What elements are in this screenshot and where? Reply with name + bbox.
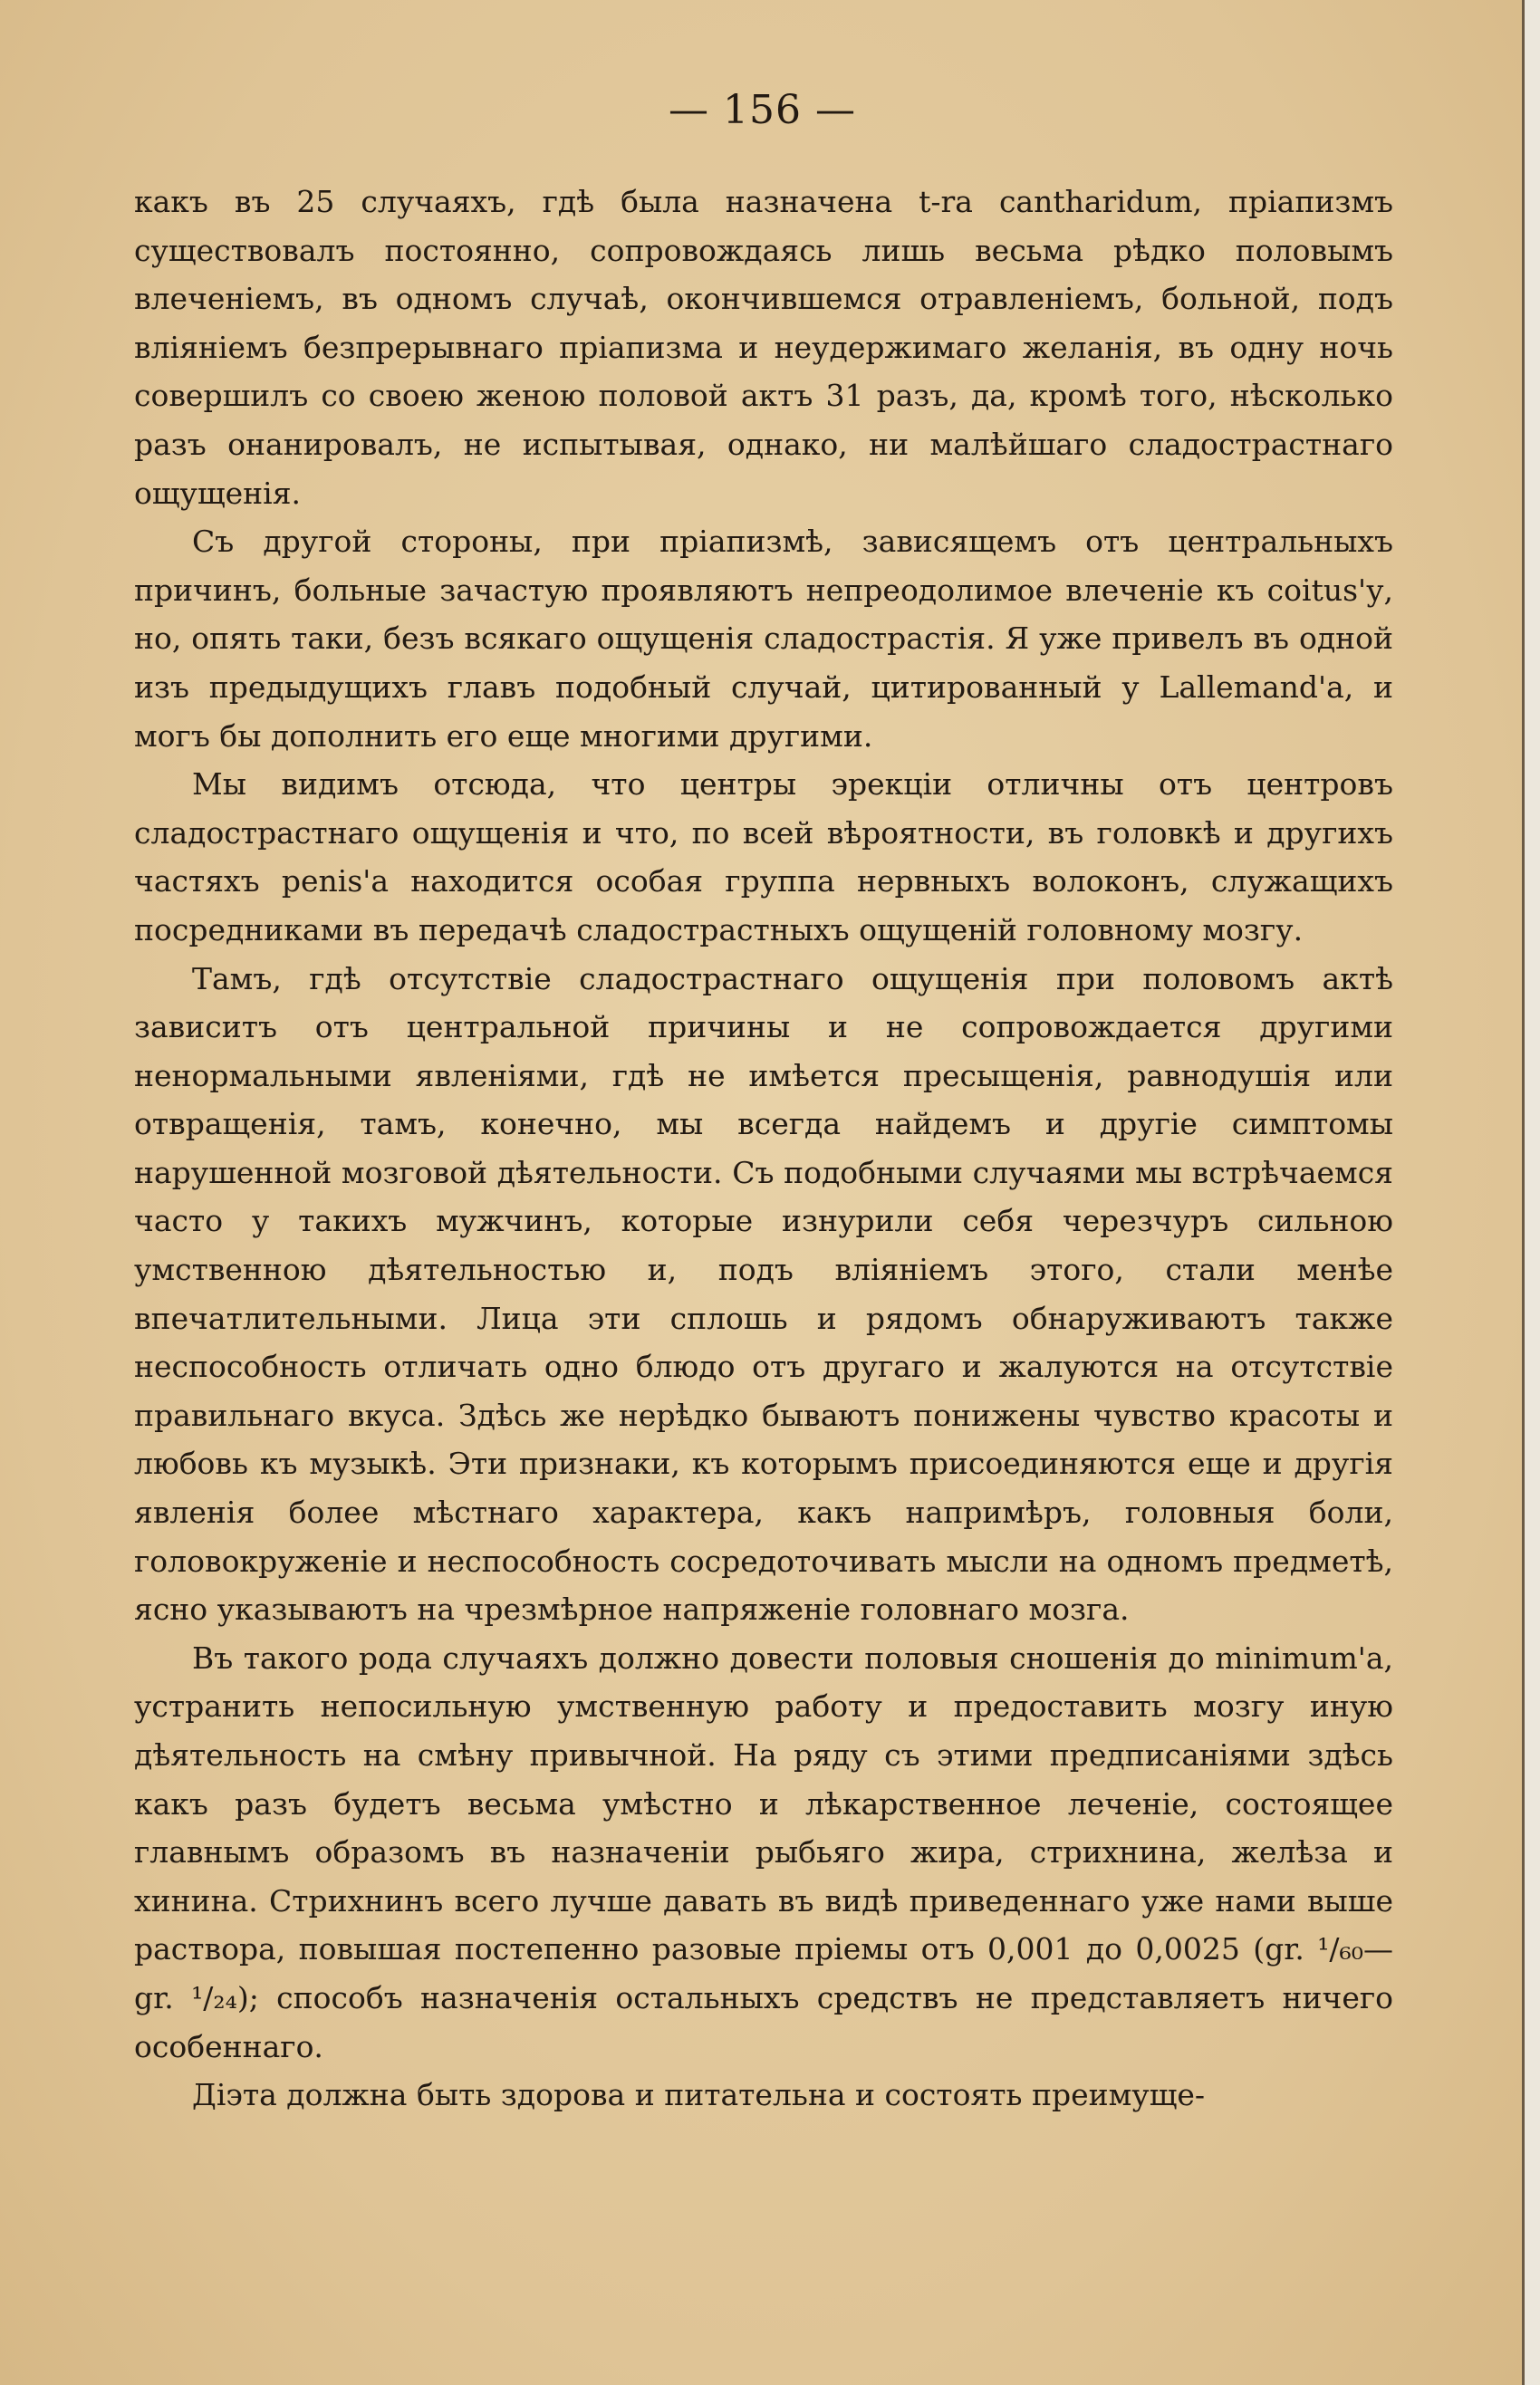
paragraph: Съ другой стороны, при пріапизмѣ, зависящемъ отъ центральныхъ причинъ, больные зачастую проявляютъ непреодолимое влеченіе къ coitus'у, но, опять таки, безъ всякаго ощущенія сладострастія. Я уже привелъ въ одной изъ предыдущихъ главъ подобный случай, цитированный у Lallemand'а, и могъ бы дополнить его еще многими другими. [134, 524, 1393, 754]
page-edge [1522, 0, 1540, 2385]
paragraph: какъ въ 25 случаяхъ, гдѣ была назначена t-ra cantharidum, пріапизмъ существовалъ постоянно, сопровождаясь лишь весьма рѣдко половымъ влеченіемъ, въ одномъ случаѣ, окончившемся отравленіемъ, больной, подъ вліяніемъ безпрерывнаго пріапизма и неудержимаго желанія, въ одну ночь совершилъ со своею женою половой актъ 31 разъ, да, кромѣ того, нѣсколько разъ онанировалъ, не испытывая, однако, ни малѣйшаго сладострастнаго ощущенія. [134, 184, 1393, 511]
paragraph: Тамъ, гдѣ отсутствіе сладострастнаго ощущенія при половомъ актѣ зависитъ отъ центральной причины и не сопровождается другими ненормальными явленіями, гдѣ не имѣется пресыщенія, равнодушія или отвращенія, тамъ, конечно, мы всегда найдемъ и другіе симптомы нарушенной мозговой дѣятельности. Съ подобными случаями мы встрѣчаемся часто у такихъ мужчинъ, которые изнурили себя черезчуръ сильною умственною дѣятельностью и, подъ вліяніемъ этого, стали менѣе впечатлительными. Лица эти сплошь и рядомъ обнаруживаютъ также неспособность отличать одно блюдо отъ другаго и жалуются на отсутствіе правильнаго вкуса. Здѣсь же нерѣдко бываютъ понижены чувство красоты и любовь къ музыкѣ. Эти признаки, къ которымъ присоединяются еще и другія явленія более мѣстнаго характера, какъ напримѣръ, головныя боли, головокруженіе и неспособность сосредоточивать мысли на одномъ предметѣ, ясно указываютъ на чрезмѣрное напряженіе головнаго мозга. [134, 960, 1393, 1628]
paragraph: Въ такого рода случаяхъ должно довести половыя сношенія до minimum'а, устранить непосильную умственную работу и предоставить мозгу иную дѣятельность на смѣну привычной. На ряду съ этими предписаніями здѣсь какъ разъ будетъ весьма умѣстно и лѣкарственное леченіе, состоящее главнымъ образомъ въ назначеніи рыбьяго жира, стрихнина, желѣза и хинина. Стрихнинъ всего лучше давать въ видѣ приведеннаго уже нами выше раствора, повышая постепенно разовые пріемы отъ 0,001 до 0,0025 (gr. ¹/₆₀—gr. ¹/₂₄); способъ назначенія остальныхъ средствъ не представляетъ ничего особеннаго. [134, 1640, 1393, 2064]
page-number: — 156 — [669, 87, 856, 133]
paragraph: Мы видимъ отсюда, что центры эрекціи отличны отъ центровъ сладострастнаго ощущенія и что, по всей вѣроятности, въ головкѣ и другихъ частяхъ penis'а находится особая группа нервныхъ волоконъ, служащихъ посредниками въ передачѣ сладострастныхъ ощущеній головному мозгу. [134, 766, 1393, 947]
body-text [134, 178, 1393, 2120]
paragraph: Діэта должна быть здорова и питательна и состоять преимуще- [192, 2077, 1206, 2113]
